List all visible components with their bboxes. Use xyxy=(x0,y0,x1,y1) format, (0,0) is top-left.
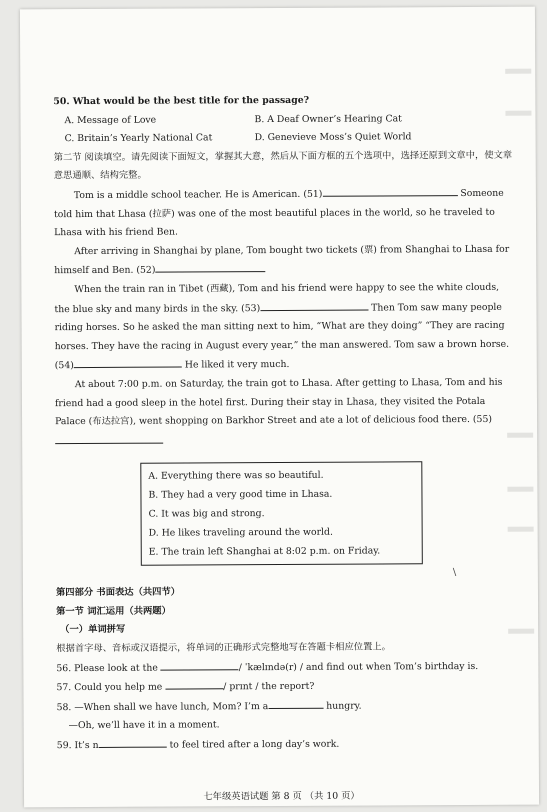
passage-paragraph-4 xyxy=(55,374,515,452)
paragraph-2-text-a: After arriving in Shanghai by plane, Tom bought two tickets (票) from Shanghai to Lhasa for himself and Ben. (52) xyxy=(54,243,510,277)
question-50-options-row2 xyxy=(54,128,514,149)
part-4-instructions: 根据首字母、音标或汉语提示，将单词的正确形式完整地写在答题卡相应位置上。 xyxy=(56,641,391,655)
q59-text-b: to feel tired after a long day’s work. xyxy=(166,738,340,751)
answer-blank-54 xyxy=(74,356,182,369)
part-4-title: 第四部分 书面表达（共四节） xyxy=(55,586,181,599)
answer-blank-53 xyxy=(260,298,368,311)
question-50-options-row1 xyxy=(53,109,513,130)
question-59 xyxy=(57,734,517,756)
section-2-instructions: 第二节 阅读填空。请先阅读下面短文，掌握其大意，然后从下面方框的五个选项中，选择还原到文章中，使文章意思通顺、结构完整。 xyxy=(53,149,513,182)
passage-paragraph-3 xyxy=(54,279,514,376)
exam-page xyxy=(20,7,539,808)
option-a: A. Message of Love xyxy=(64,114,157,126)
box-option-b: B. They had a very good time in Lhasa. xyxy=(148,489,333,501)
answer-blank-58 xyxy=(268,697,323,709)
answer-blank-56 xyxy=(161,658,239,670)
option-b: B. A Deaf Owner’s Hearing Cat xyxy=(254,112,402,125)
box-option-d: D. He likes traveling around the world. xyxy=(148,527,333,539)
page-content xyxy=(53,91,516,756)
pen-mark: \ xyxy=(452,567,457,579)
paragraph-1-text-b: Someone told him that Lhasa (拉萨) was one of the most beautiful places in the world, so he traveled to Lhasa with his friend Ben. xyxy=(53,187,504,239)
answer-blank-57 xyxy=(165,678,223,690)
q57-text-a: 57. Could you help me xyxy=(56,681,166,694)
question-56 xyxy=(56,656,516,678)
part-4-section-1: 第一节 词汇运用（共两题） xyxy=(56,605,171,618)
paragraph-3-text-a: When the train ran in Tibet (西藏), Tom and his friend were happy to see the white clouds, the blue sky and many birds in the sky. (53) xyxy=(54,281,500,315)
question-57 xyxy=(56,676,516,698)
q56-text-b: / ˈkælɪndə(r) / and find out when Tom’s birthday is. xyxy=(238,660,479,673)
paragraph-3-text-c: He liked it very much. xyxy=(181,359,290,371)
box-option-a: A. Everything there was so beautiful. xyxy=(148,470,324,482)
answer-blank-51 xyxy=(322,184,457,197)
answer-blank-55 xyxy=(55,431,163,444)
question-50-stem: 50. What would be the best title for the passage? xyxy=(53,94,310,108)
paragraph-1-text-a: Tom is a middle school teacher. He is American. (51) xyxy=(73,188,323,202)
q57-text-b: / prɪnt / the report? xyxy=(223,681,315,693)
passage-paragraph-2 xyxy=(54,241,514,282)
paragraph-3-text-b: Then Tom saw many people riding horses. So he asked the man sitting next to him, “What are they doing” “They are racing horses. They have the racing in August every year,” the man answered. Tom saw a brown horse. (54) xyxy=(54,301,510,372)
bleed-through-line xyxy=(505,69,531,74)
q59-text-a: 59. It’s n xyxy=(56,739,99,752)
box-option-e: E. The train left Shanghai at 8:02 p.m. on Friday. xyxy=(148,545,381,558)
option-c: C. Britain’s Yearly National Cat xyxy=(64,132,213,145)
q56-text-a: 56. Please look at the xyxy=(56,662,161,674)
q58-text-a: 58. —When shall we have lunch, Mom? I’m a xyxy=(56,700,269,714)
question-58-reply: —Oh, we’ll have it in a moment. xyxy=(68,719,220,732)
q58-text-b: hungry. xyxy=(323,700,362,712)
part-4-subsection-1: （一）单词拼写 xyxy=(60,624,126,636)
question-58 xyxy=(57,696,517,718)
box-option-c: C. It was big and strong. xyxy=(148,508,265,520)
page-footer: 七年级英语试题 第 8 页 （共 10 页） xyxy=(203,790,360,803)
paragraph-4-text-a: At about 7:00 p.m. on Saturday, the train got to Lhasa. After getting to Lhasa, Tom and his friend had a good sleep in the hotel first. During their stay in Lhasa, they visited the Potala Palace (布达拉宫), went shopping on Barkhor Street and ate a lot of delicious food there. (55) xyxy=(54,376,503,428)
passage-paragraph-1 xyxy=(54,184,514,243)
option-d: D. Genevieve Moss’s Quiet World xyxy=(254,131,412,144)
answer-blank-52 xyxy=(155,260,265,273)
answer-blank-59 xyxy=(99,736,167,748)
options-box xyxy=(140,462,423,566)
